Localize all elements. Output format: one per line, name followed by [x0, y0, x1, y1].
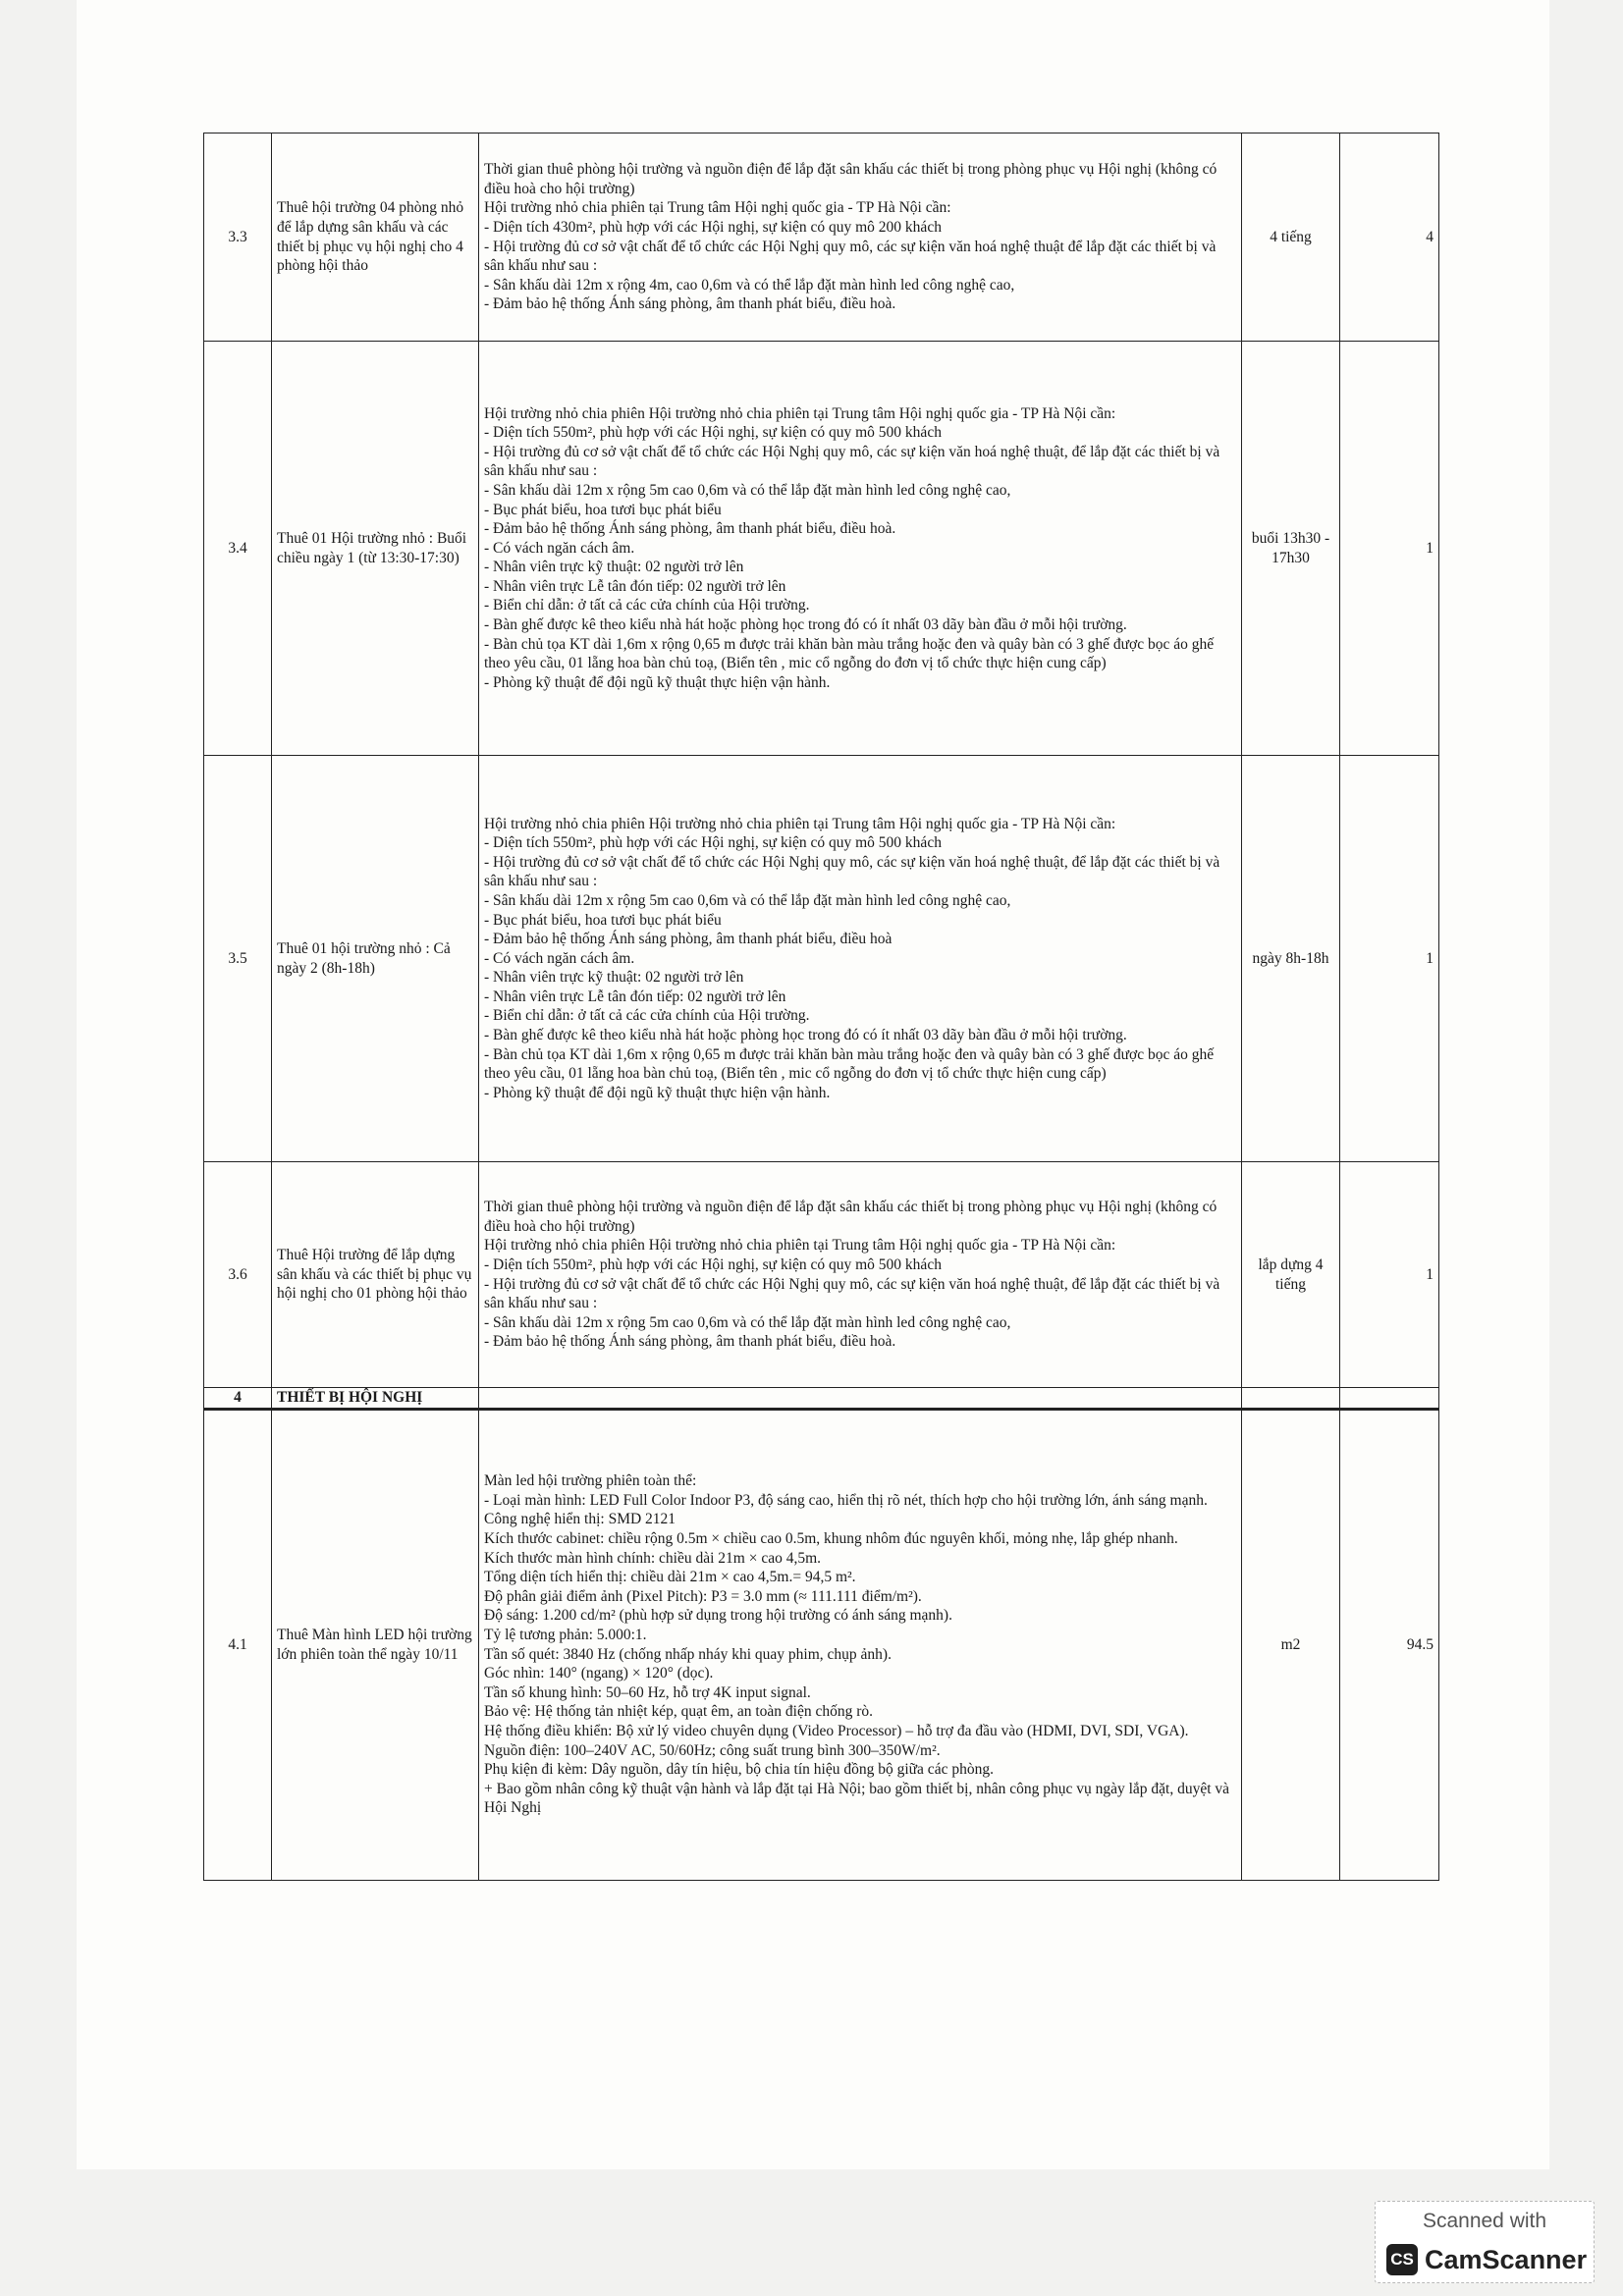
item-name: Thuê 01 hội trường nhỏ : Cả ngày 2 (8h-18h)	[272, 756, 479, 1162]
unit-cell: ngày 8h-18h	[1242, 756, 1340, 1162]
quantity-cell: 1	[1340, 342, 1439, 756]
camscanner-badge	[1375, 2201, 1595, 2283]
quantity-cell: 1	[1340, 1162, 1439, 1388]
item-description: Màn led hội trường phiên toàn thể: - Loại màn hình: LED Full Color Indoor P3, độ sáng cao, hiển thị rõ nét, thích hợp cho hội trường lớn, ánh sáng mạnh. Công nghệ hiển thị: SMD 2121 Kích thước cabinet: chiều rộng 0.5m × chiều cao 0.5m, khung nhôm đúc nguyên khối, mỏng nhẹ, lắp ghép nhanh. Kích thước màn hình chính: chiều dài 21m × cao 4,5m. Tổng diện tích hiển thị: chiều dài 21m × cao 4,5m.= 94,5 m². Độ phân giải điểm ảnh (Pixel Pitch): P3 = 3.0 mm (≈ 111.111 điểm/m²). Độ sáng: 1.200 cd/m² (phù hợp sử dụng trong hội trường có ánh sáng mạnh). Tỷ lệ tương phản: 5.000:1. Tần số quét: 3840 Hz (chống nhấp nháy khi quay phim, chụp ảnh). Góc nhìn: 140° (ngang) × 120° (dọc). Tần số khung hình: 50–60 Hz, hỗ trợ 4K input signal. Bảo vệ: Hệ thống tản nhiệt kép, quạt êm, an toàn điện chống rò. Hệ thống điều khiển: Bộ xử lý video chuyên dụng (Video Processor) – hỗ trợ đa đầu vào (HDMI, DVI, SDI, VGA). Nguồn điện: 100–240V AC, 50/60Hz; công suất trung bình 300–350W/m². Phụ kiện đi kèm: Dây nguồn, dây tín hiệu, bộ chia tín hiệu đồng bộ giữa các phòng. + Bao gồm nhân công kỹ thuật vận hành và lắp đặt tại Hà Nội; bao gồm thiết bị, nhân công phục vụ ngày lắp đặt, duyệt và Hội Nghị	[479, 1409, 1242, 1880]
unit-cell: 4 tiếng	[1242, 133, 1340, 342]
item-description: Thời gian thuê phòng hội trường và nguồn điện để lắp đặt sân khấu các thiết bị trong phòng phục vụ Hội nghị (không có điều hoà cho hội trường) Hội trường nhỏ chia phiên Hội trường nhỏ chia phiên tại Trung tâm Hội nghị quốc gia - TP Hà Nội cần: - Diện tích 550m², phù hợp với các Hội nghị, sự kiện có quy mô 500 khách - Hội trường đủ cơ sở vật chất để tổ chức các Hội Nghị quy mô, các sự kiện văn hoá nghệ thuật, để lắp đặt các thiết bị và sân khấu như sau : - Sân khấu dài 12m x rộng 5m cao 0,6m và có thể lắp đặt màn hình led công nghệ cao, - Đảm bảo hệ thống Ánh sáng phòng, âm thanh phát biểu, điều hoà.	[479, 1162, 1242, 1388]
row-number: 3.4	[204, 342, 272, 756]
item-name: Thuê 01 Hội trường nhỏ : Buổi chiều ngày 1 (từ 13:30-17:30)	[272, 342, 479, 756]
table-row	[204, 342, 1439, 756]
row-number: 3.3	[204, 133, 272, 342]
unit-cell: lắp dựng 4 tiếng	[1242, 1162, 1340, 1388]
item-name: Thuê hội trường 04 phòng nhỏ để lắp dựng sân khấu và các thiết bị phục vụ hội nghị cho 4 phòng hội thảo	[272, 133, 479, 342]
table-row	[204, 1162, 1439, 1388]
quantity-cell: 4	[1340, 133, 1439, 342]
table-row	[204, 133, 1439, 342]
row-number: 3.6	[204, 1162, 272, 1388]
section-number: 4	[204, 1388, 272, 1410]
table-row	[204, 1409, 1439, 1880]
row-number: 4.1	[204, 1409, 272, 1880]
badge-brand: CamScanner	[1425, 2245, 1588, 2274]
unit-cell: buổi 13h30 - 17h30	[1242, 342, 1340, 756]
quantity-cell: 94.5	[1340, 1409, 1439, 1880]
section-header-row	[204, 1388, 1439, 1410]
section-title: THIẾT BỊ HỘI NGHỊ	[272, 1388, 479, 1410]
item-description: Hội trường nhỏ chia phiên Hội trường nhỏ chia phiên tại Trung tâm Hội nghị quốc gia - TP Hà Nội cần: - Diện tích 550m², phù hợp với các Hội nghị, sự kiện có quy mô 500 khách - Hội trường đủ cơ sở vật chất để tổ chức các Hội Nghị quy mô, các sự kiện văn hoá nghệ thuật, để lắp đặt các thiết bị và sân khấu như sau : - Sân khấu dài 12m x rộng 5m cao 0,6m và có thể lắp đặt màn hình led công nghệ cao, - Bục phát biểu, hoa tươi bục phát biểu - Đảm bảo hệ thống Ánh sáng phòng, âm thanh phát biểu, điều hoà. - Có vách ngăn cách âm. - Nhân viên trực kỹ thuật: 02 người trở lên - Nhân viên trực Lễ tân đón tiếp: 02 người trở lên - Biển chỉ dẫn: ở tất cả các cửa chính của Hội trường. - Bàn ghế được kê theo kiểu nhà hát hoặc phòng học trong đó có ít nhất 03 dãy bàn đầu ở mỗi hội trường. - Bàn chủ tọa KT dài 1,6m x rộng 0,65 m được trải khăn bàn màu trắng hoặc đen và quây bàn có 3 ghế được bọc áo ghế theo yêu cầu, 01 lẵng hoa bàn chủ toạ, (Biển tên , mic cổ ngỗng do đơn vị tổ chức thực hiện cung cấp) - Phòng kỹ thuật để đội ngũ kỹ thuật thực hiện vận hành.	[479, 342, 1242, 756]
unit-cell: m2	[1242, 1409, 1340, 1880]
row-number: 3.5	[204, 756, 272, 1162]
specification-table	[203, 133, 1439, 1881]
item-description: Thời gian thuê phòng hội trường và nguồn điện để lắp đặt sân khấu các thiết bị trong phòng phục vụ Hội nghị (không có điều hoà cho hội trường) Hội trường nhỏ chia phiên tại Trung tâm Hội nghị quốc gia - TP Hà Nội cần: - Diện tích 430m², phù hợp với các Hội nghị, sự kiện có quy mô 200 khách - Hội trường đủ cơ sở vật chất để tổ chức các Hội Nghị quy mô, các sự kiện văn hoá nghệ thuật để lắp đặt các thiết bị và sân khấu như sau : - Sân khấu dài 12m x rộng 4m, cao 0,6m và có thể lắp đặt màn hình led công nghệ cao, - Đảm bảo hệ thống Ánh sáng phòng, âm thanh phát biểu, điều hoà.	[479, 133, 1242, 342]
item-description: Hội trường nhỏ chia phiên Hội trường nhỏ chia phiên tại Trung tâm Hội nghị quốc gia - TP Hà Nội cần: - Diện tích 550m², phù hợp với các Hội nghị, sự kiện có quy mô 500 khách - Hội trường đủ cơ sở vật chất để tổ chức các Hội Nghị quy mô, các sự kiện văn hoá nghệ thuật, để lắp đặt các thiết bị và sân khấu như sau : - Sân khấu dài 12m x rộng 5m cao 0,6m và có thể lắp đặt màn hình led công nghệ cao, - Bục phát biểu, hoa tươi bục phát biểu - Đảm bảo hệ thống Ánh sáng phòng, âm thanh phát biểu, điều hoà - Có vách ngăn cách âm. - Nhân viên trực kỹ thuật: 02 người trở lên - Nhân viên trực Lễ tân đón tiếp: 02 người trở lên - Biển chỉ dẫn: ở tất cả các cửa chính của Hội trường. - Bàn ghế được kê theo kiểu nhà hát hoặc phòng học trong đó có ít nhất 03 dãy bàn đầu ở mỗi hội trường. - Bàn chủ tọa KT dài 1,6m x rộng 0,65 m được trải khăn bàn màu trắng hoặc đen và quây bàn có 3 ghế được bọc áo ghế theo yêu cầu, 01 lẵng hoa bàn chủ toạ, (Biển tên , mic cổ ngỗng do đơn vị tổ chức thực hiện cung cấp) - Phòng kỹ thuật để đội ngũ kỹ thuật thực hiện vận hành.	[479, 756, 1242, 1162]
table-row	[204, 756, 1439, 1162]
item-name: Thuê Màn hình LED hội trường lớn phiên toàn thể ngày 10/11	[272, 1409, 479, 1880]
badge-caption: Scanned with	[1422, 2210, 1547, 2232]
camscanner-logo-icon: CS	[1386, 2244, 1418, 2275]
quantity-cell: 1	[1340, 756, 1439, 1162]
item-name: Thuê Hội trường để lắp dựng sân khấu và các thiết bị phục vụ hội nghị cho 01 phòng hội thảo	[272, 1162, 479, 1388]
